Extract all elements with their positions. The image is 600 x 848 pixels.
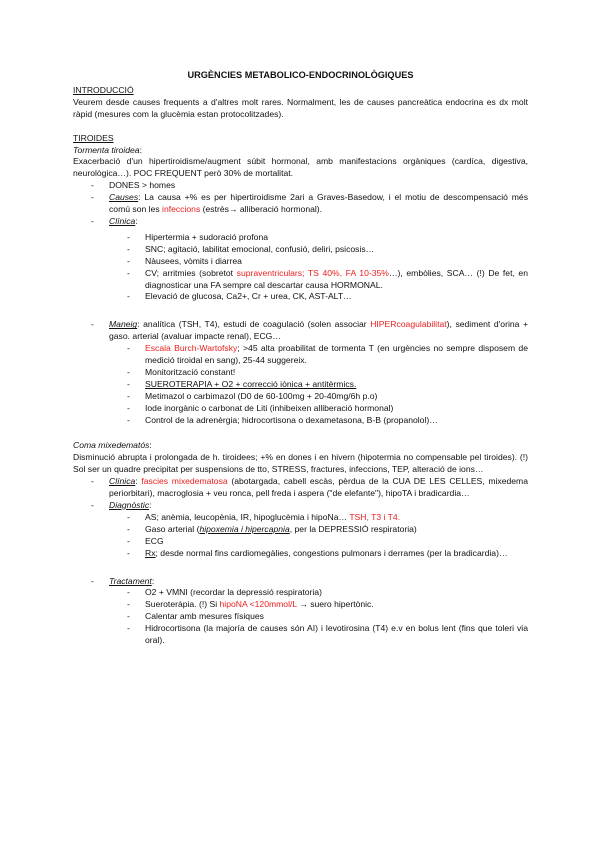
list-item: - O2 + VMNI (recordar la depressió respiratoria) — [127, 587, 322, 598]
list-item: - Gaso arterial (hipoxemia i hipercapnia, per la DEPRESSIÓ respiratoria) — [127, 523, 417, 534]
list-item: - CV; arritmies (sobretot supraventriculars; TS 40%, FA 10-35%…), embòlies, SCA… (!) De fet, en diagnosticar una FA sempre cal descartar causa HORMONAL. — [127, 267, 528, 290]
tormenta-intro: Exacerbació d'un hipertiroidisme/augment súbit hormonal, amb manifestacions orgàniques (cardíca, digestiva, neurològica…). POC FREQUENT però 30% de mortalitat. — [73, 156, 528, 179]
tormenta-subheading: Tormenta tiroidea: — [73, 144, 142, 155]
list-item: - Rx; desde normal fins cardiomegàlies, congestions pulmonars i derrames (per la bradicardia)… — [127, 547, 508, 558]
list-item: - Calentar amb mesures físiques — [127, 611, 264, 622]
list-item: - Elevació de glucosa, Ca2+, Cr + urea, CK, AST-ALT… — [127, 291, 352, 302]
list-item: - Control de la adrenèrgia; hidrocortisona o dexametasona, B-B (propanolol)… — [127, 414, 438, 425]
list-item: - Escala Burch-Wartofsky; >45 alta proabilitat de tormenta T (en urgències no sempre disposem de medició tiroidal en sang), 25-44 suggereix. — [127, 343, 528, 366]
list-item: - SNC; agitació, labilitat emocional, confusió, deliri, psicosis… — [127, 243, 375, 254]
coma-clinica-item: - Clínica: fascies mixedematosa (abotargada, cabell escàs, pèrdua de la CUA DE LES CELLES, mixedema periorbitari), macroglosia + veu ronca, pell freda i aspera ("de elefante"), hipoTA i bradicardia… — [91, 476, 528, 499]
list-item: - Nàusees, vòmits i diarrea — [127, 255, 242, 266]
list-item: - Hidrocortisona (la majoría de causes són AI) i levotirosina (T4) e.v en bolus lent (fins que toleri via oral). — [127, 623, 528, 646]
intro-text: Veurem desde causes frequents a d'altres molt rares. Normalment, les de causes pancreàtica endocrina es dx molt ràpid (mesures com la glucèmia estan protocolitzades). — [73, 96, 528, 119]
diagnostic-item: - Diagnòstic: — [91, 500, 152, 510]
list-item: - Metimazol o carbimazol (D0 de 60-100mg + 20-40mg/6h p.o) — [127, 390, 378, 401]
list-item: - Monitorització constant! — [127, 366, 236, 377]
list-item: - DONES > homes — [91, 180, 176, 191]
maneig-item: - Maneig: analítica (TSH, T4), estudi de coagulació (solen associar HIPERcoagulabilitat), sediment d'orina + gaso. arterial (avaluar impacte renal), ECG… — [91, 319, 528, 342]
coma-subheading: Coma mixedematós: — [73, 440, 152, 451]
list-item: - Iode inorgànic o carbonat de Liti (inhibeixen alliberació hormonal) — [127, 402, 394, 413]
coma-intro: Disminució abrupta i prolongada de h. tiroidees; +% en dones i en hivern (hipotermia no compensable pel tiroides). (!) Sol ser un quadre precipitat per suspensions de tto, STRESS, fractures, infeccions, TEP, alteració de ions… — [73, 452, 528, 475]
clinica-item: - Clínica: — [91, 215, 138, 226]
list-item: - SUEROTERAPIA + O2 + correcció iònica + antitèrmics. — [127, 378, 357, 389]
list-item: - Hipertermia + sudoració profona — [127, 231, 269, 242]
document-body — [73, 70, 528, 647]
causes-item: - Causes: La causa +% es per hipertiroidisme 2ari a Graves-Basedow, i el motiu de descompensació més comú son les infeccions (estrès→ alliberació hormonal). — [91, 192, 528, 215]
tractament-item: - Tractament: — [91, 575, 155, 586]
document-title: URGÈNCIES METABOLICO-ENDOCRINOLÒGIQUES — [187, 70, 414, 80]
list-item: - Sueroteràpia. (!) Si hipoNA <120mmol/L → suero hipertònic. — [127, 599, 374, 610]
intro-heading: INTRODUCCIÓ — [73, 84, 134, 95]
list-item: - AS; anèmia, leucopènia, IR, hipoglucèmia i hipoNa… TSH, T3 i T4. — [127, 511, 401, 522]
list-item: - ECG — [127, 535, 164, 546]
tiroides-heading: TIROIDES — [73, 132, 114, 143]
